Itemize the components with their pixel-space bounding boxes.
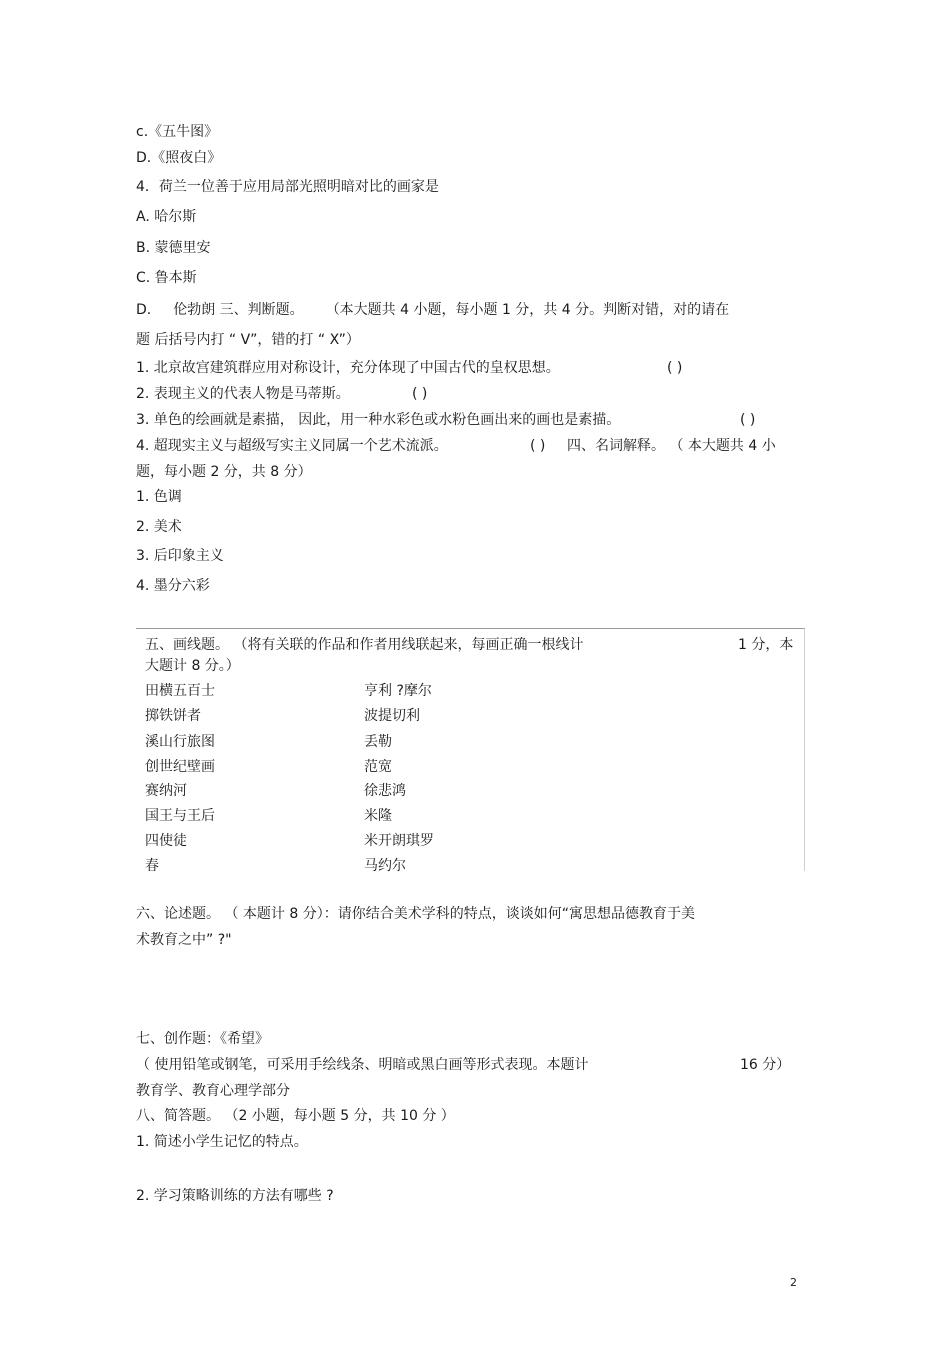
author-8: 马约尔 xyxy=(364,858,406,874)
section7-title: 七、创作题：《希望》 xyxy=(136,1031,269,1047)
author-6: 米隆 xyxy=(364,808,392,824)
q4-option-a: A. 哈尔斯 xyxy=(136,209,197,225)
work-2: 掷铁饼者 xyxy=(145,708,201,724)
q4-option-d-line xyxy=(136,300,729,320)
q4-option-d-answer: 伦勃朗 三、判断题。 xyxy=(173,302,304,318)
judgement-1: 1. 北京故宫建筑群应用对称设计，充分体现了中国古代的皇权思想。 xyxy=(136,360,560,376)
judgement-2: 2. 表现主义的代表人物是马蒂斯。 xyxy=(136,386,350,402)
term-3: 3. 后印象主义 xyxy=(136,548,224,564)
q3-option-c: c.《五牛图》 xyxy=(136,124,219,140)
q4-option-b: B. 蒙德里安 xyxy=(136,240,211,256)
section6-line-1: 六、论述题。 （ 本题计 8 分）：请你结合美术学科的特点，谈谈如何“寓思想品德教育于美 xyxy=(136,906,695,922)
work-8: 春 xyxy=(145,858,159,874)
section5-subtitle: 大题计 8 分。） xyxy=(145,658,240,674)
author-7: 米开朗琪罗 xyxy=(364,833,434,849)
work-5: 赛纳河 xyxy=(145,783,187,799)
author-4: 范宽 xyxy=(364,759,392,775)
work-1: 田横五百士 xyxy=(145,683,215,699)
section4-title: 四、名词解释。 （ 本大题共 4 小 xyxy=(567,438,776,454)
section7-desc-tail: 16 分） xyxy=(740,1057,791,1073)
section3-instructions-cont: 题 后括号内打 “ V”，错的打 “ X”） xyxy=(136,332,360,348)
q4-stem: 4．荷兰一位善于应用局部光照明暗对比的画家是 xyxy=(136,179,439,195)
section3-instructions: （本大题共 4 小题，每小题 1 分，共 4 分。判断对错，对的请在 xyxy=(325,302,730,318)
work-6: 国王与王后 xyxy=(145,808,215,824)
section8-q1: 1. 简述小学生记忆的特点。 xyxy=(136,1134,308,1150)
section8-q2: 2. 学习策略训练的方法有哪些 ? xyxy=(136,1188,334,1204)
author-1: 亨利 ?摩尔 xyxy=(364,683,432,699)
section5-title-tail: 1 分，本 xyxy=(738,637,794,653)
section5-title: 五、画线题。 （将有关联的作品和作者用线联起来，每画正确一根线计 xyxy=(145,637,584,653)
work-3: 溪山行旅图 xyxy=(145,734,215,750)
section6-line-2: 术教育之中” ?" xyxy=(136,932,232,948)
judgement-4: 4. 超现实主义与超级写实主义同属一个艺术流派。 xyxy=(136,438,448,454)
judgement-1-bracket: ( ) xyxy=(667,360,683,376)
judgement-4-bracket: ( ) xyxy=(530,438,546,454)
part-heading: 教育学、教育心理学部分 xyxy=(136,1083,290,1099)
work-4: 创世纪壁画 xyxy=(145,759,215,775)
section7-desc: （ 使用铅笔或钢笔，可采用手绘线条、明暗或黑白画等形式表现。本题计 xyxy=(136,1057,589,1073)
judgement-2-bracket: ( ) xyxy=(412,386,428,402)
author-2: 波提切利 xyxy=(364,708,420,724)
term-2: 2. 美术 xyxy=(136,519,182,535)
q3-option-d: D.《照夜白》 xyxy=(136,150,222,166)
section4-title-cont: 题，每小题 2 分，共 8 分） xyxy=(136,464,312,480)
q4-option-d-letter: D. xyxy=(136,302,152,318)
judgement-3-bracket: ( ) xyxy=(740,412,756,428)
author-3: 丢勒 xyxy=(364,734,392,750)
q4-option-c: C. 鲁本斯 xyxy=(136,270,197,286)
author-5: 徐悲鸿 xyxy=(364,783,406,799)
term-1: 1. 色调 xyxy=(136,489,182,505)
term-4: 4. 墨分六彩 xyxy=(136,578,210,594)
judgement-3: 3. 单色的绘画就是素描， 因此，用一种水彩色或水粉色画出来的画也是素描。 xyxy=(136,412,621,428)
section8-title: 八、简答题。 （2 小题，每小题 5 分，共 10 分 ） xyxy=(136,1108,455,1124)
work-7: 四使徒 xyxy=(145,833,187,849)
page-number: 2 xyxy=(790,1276,797,1289)
